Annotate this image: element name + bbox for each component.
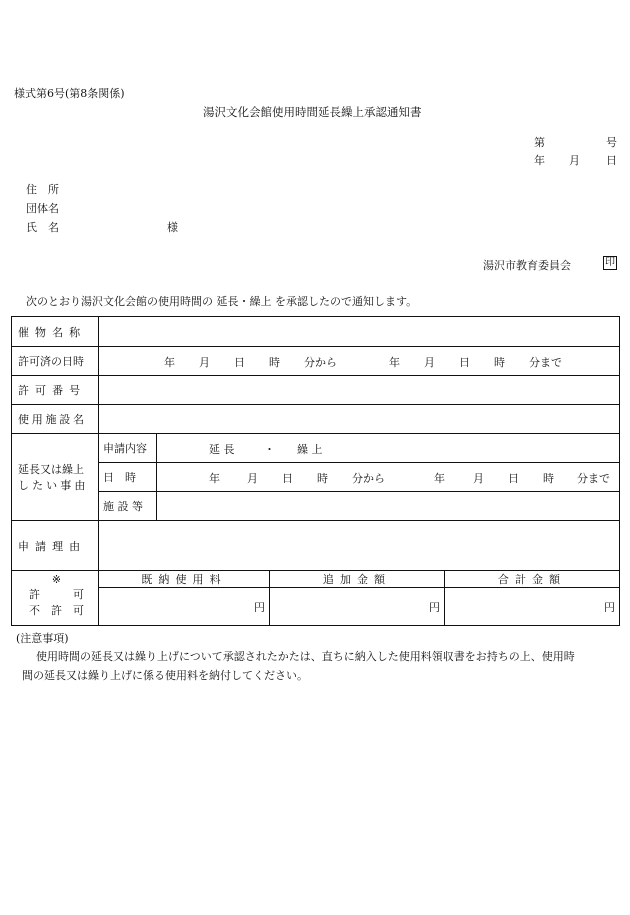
pd-year: 年 (164, 356, 175, 369)
intro-text: 次のとおり湯沢文化会館の使用時間の 延長・繰上 を承認したので通知します。 (26, 295, 418, 308)
number-suffix: 号 (606, 136, 617, 149)
event-name-value (99, 317, 620, 347)
permit-date-label: 許可済の日時 (12, 347, 99, 376)
extension-label-line1: 延長又は繰上 (18, 463, 84, 476)
option-separator: ・ (264, 443, 275, 456)
pd-to: 分まで (529, 356, 562, 369)
fee-header-additional: 追加金額 (270, 571, 445, 588)
honorific: 様 (167, 221, 178, 234)
event-name-label: 催物名称 (12, 317, 99, 347)
row-event-name (12, 317, 620, 347)
name-label: 氏 名 (26, 221, 59, 234)
pd-month: 月 (199, 356, 210, 369)
extension-reason-label (12, 434, 99, 521)
permit-number-value (99, 376, 620, 405)
fee-header-paid: 既納使用料 (99, 571, 270, 588)
pd-from: 分から (304, 356, 337, 369)
permit-date-value (99, 347, 620, 376)
extend-option: 延 長 (209, 443, 235, 456)
row-permit-number (12, 376, 620, 405)
pd-hour: 時 (269, 356, 280, 369)
row-facilities (12, 492, 620, 521)
notes-line1: 使用時間の延長又は繰り上げについて承認されたかたは、直ちに納入した使用料領収書をお持ちの上、使用時 (36, 650, 575, 663)
reason-value (99, 521, 620, 571)
issuer-name: 湯沢市教育委員会 (483, 259, 571, 272)
notes-line2: 間の延長又は繰り上げに係る使用料を納付してください。 (22, 669, 308, 682)
facility-label: 使用施設名 (12, 405, 99, 434)
request-content-label: 申請内容 (99, 434, 157, 463)
row-fee-header (12, 571, 620, 588)
facilities-value (157, 492, 620, 521)
dt-from: 分から (352, 472, 385, 485)
row-permit-date (12, 347, 620, 376)
dt-year: 年 (209, 472, 220, 485)
facilities-label: 施 設 等 (99, 492, 157, 521)
number-prefix: 第 (534, 136, 545, 149)
facility-value (99, 405, 620, 434)
dt-year2: 年 (434, 472, 445, 485)
dt-to: 分まで (577, 472, 610, 485)
address-label: 住 所 (26, 183, 59, 196)
permit-status-cell (12, 571, 99, 626)
dt-hour: 時 (317, 472, 328, 485)
date-month: 月 (569, 154, 580, 167)
datetime-value (157, 463, 620, 492)
dt-hour2: 時 (543, 472, 554, 485)
fee-paid-value: 円 (99, 588, 270, 626)
pd-hour2: 時 (494, 356, 505, 369)
notes-heading: (注意事項) (16, 632, 69, 645)
seal-stamp: 印 (605, 257, 615, 268)
mark-symbol: ※ (51, 573, 62, 586)
group-label: 団体名 (26, 202, 59, 215)
reason-label: 申請理由 (12, 521, 99, 571)
row-request-content (12, 434, 620, 463)
pd-day: 日 (234, 356, 245, 369)
fee-additional-value: 円 (270, 588, 445, 626)
dt-month2: 月 (473, 472, 484, 485)
advance-option: 繰 上 (297, 443, 323, 456)
dt-month: 月 (247, 472, 258, 485)
permit-number-label: 許可番号 (12, 376, 99, 405)
extension-label-line2: したい事由 (18, 479, 89, 492)
row-fee-values (12, 588, 620, 626)
fee-header-total: 合計金額 (445, 571, 620, 588)
row-facility (12, 405, 620, 434)
pd-year2: 年 (389, 356, 400, 369)
dt-day: 日 (282, 472, 293, 485)
request-content-value (157, 434, 620, 463)
dt-day2: 日 (508, 472, 519, 485)
application-table (11, 316, 620, 626)
form-number: 様式第6号(第8条関係) (14, 87, 125, 100)
pd-month2: 月 (424, 356, 435, 369)
row-reason (12, 521, 620, 571)
date-year: 年 (534, 154, 545, 167)
date-day: 日 (606, 154, 617, 167)
datetime-label: 日 時 (99, 463, 157, 492)
row-datetime (12, 463, 620, 492)
page-title: 湯沢文化会館使用時間延長繰上承認通知書 (203, 105, 422, 119)
pd-day2: 日 (459, 356, 470, 369)
fee-total-value: 円 (445, 588, 620, 626)
nonpermit-text: 不 許 可 (29, 604, 84, 617)
permit-text: 許 可 (29, 588, 84, 601)
